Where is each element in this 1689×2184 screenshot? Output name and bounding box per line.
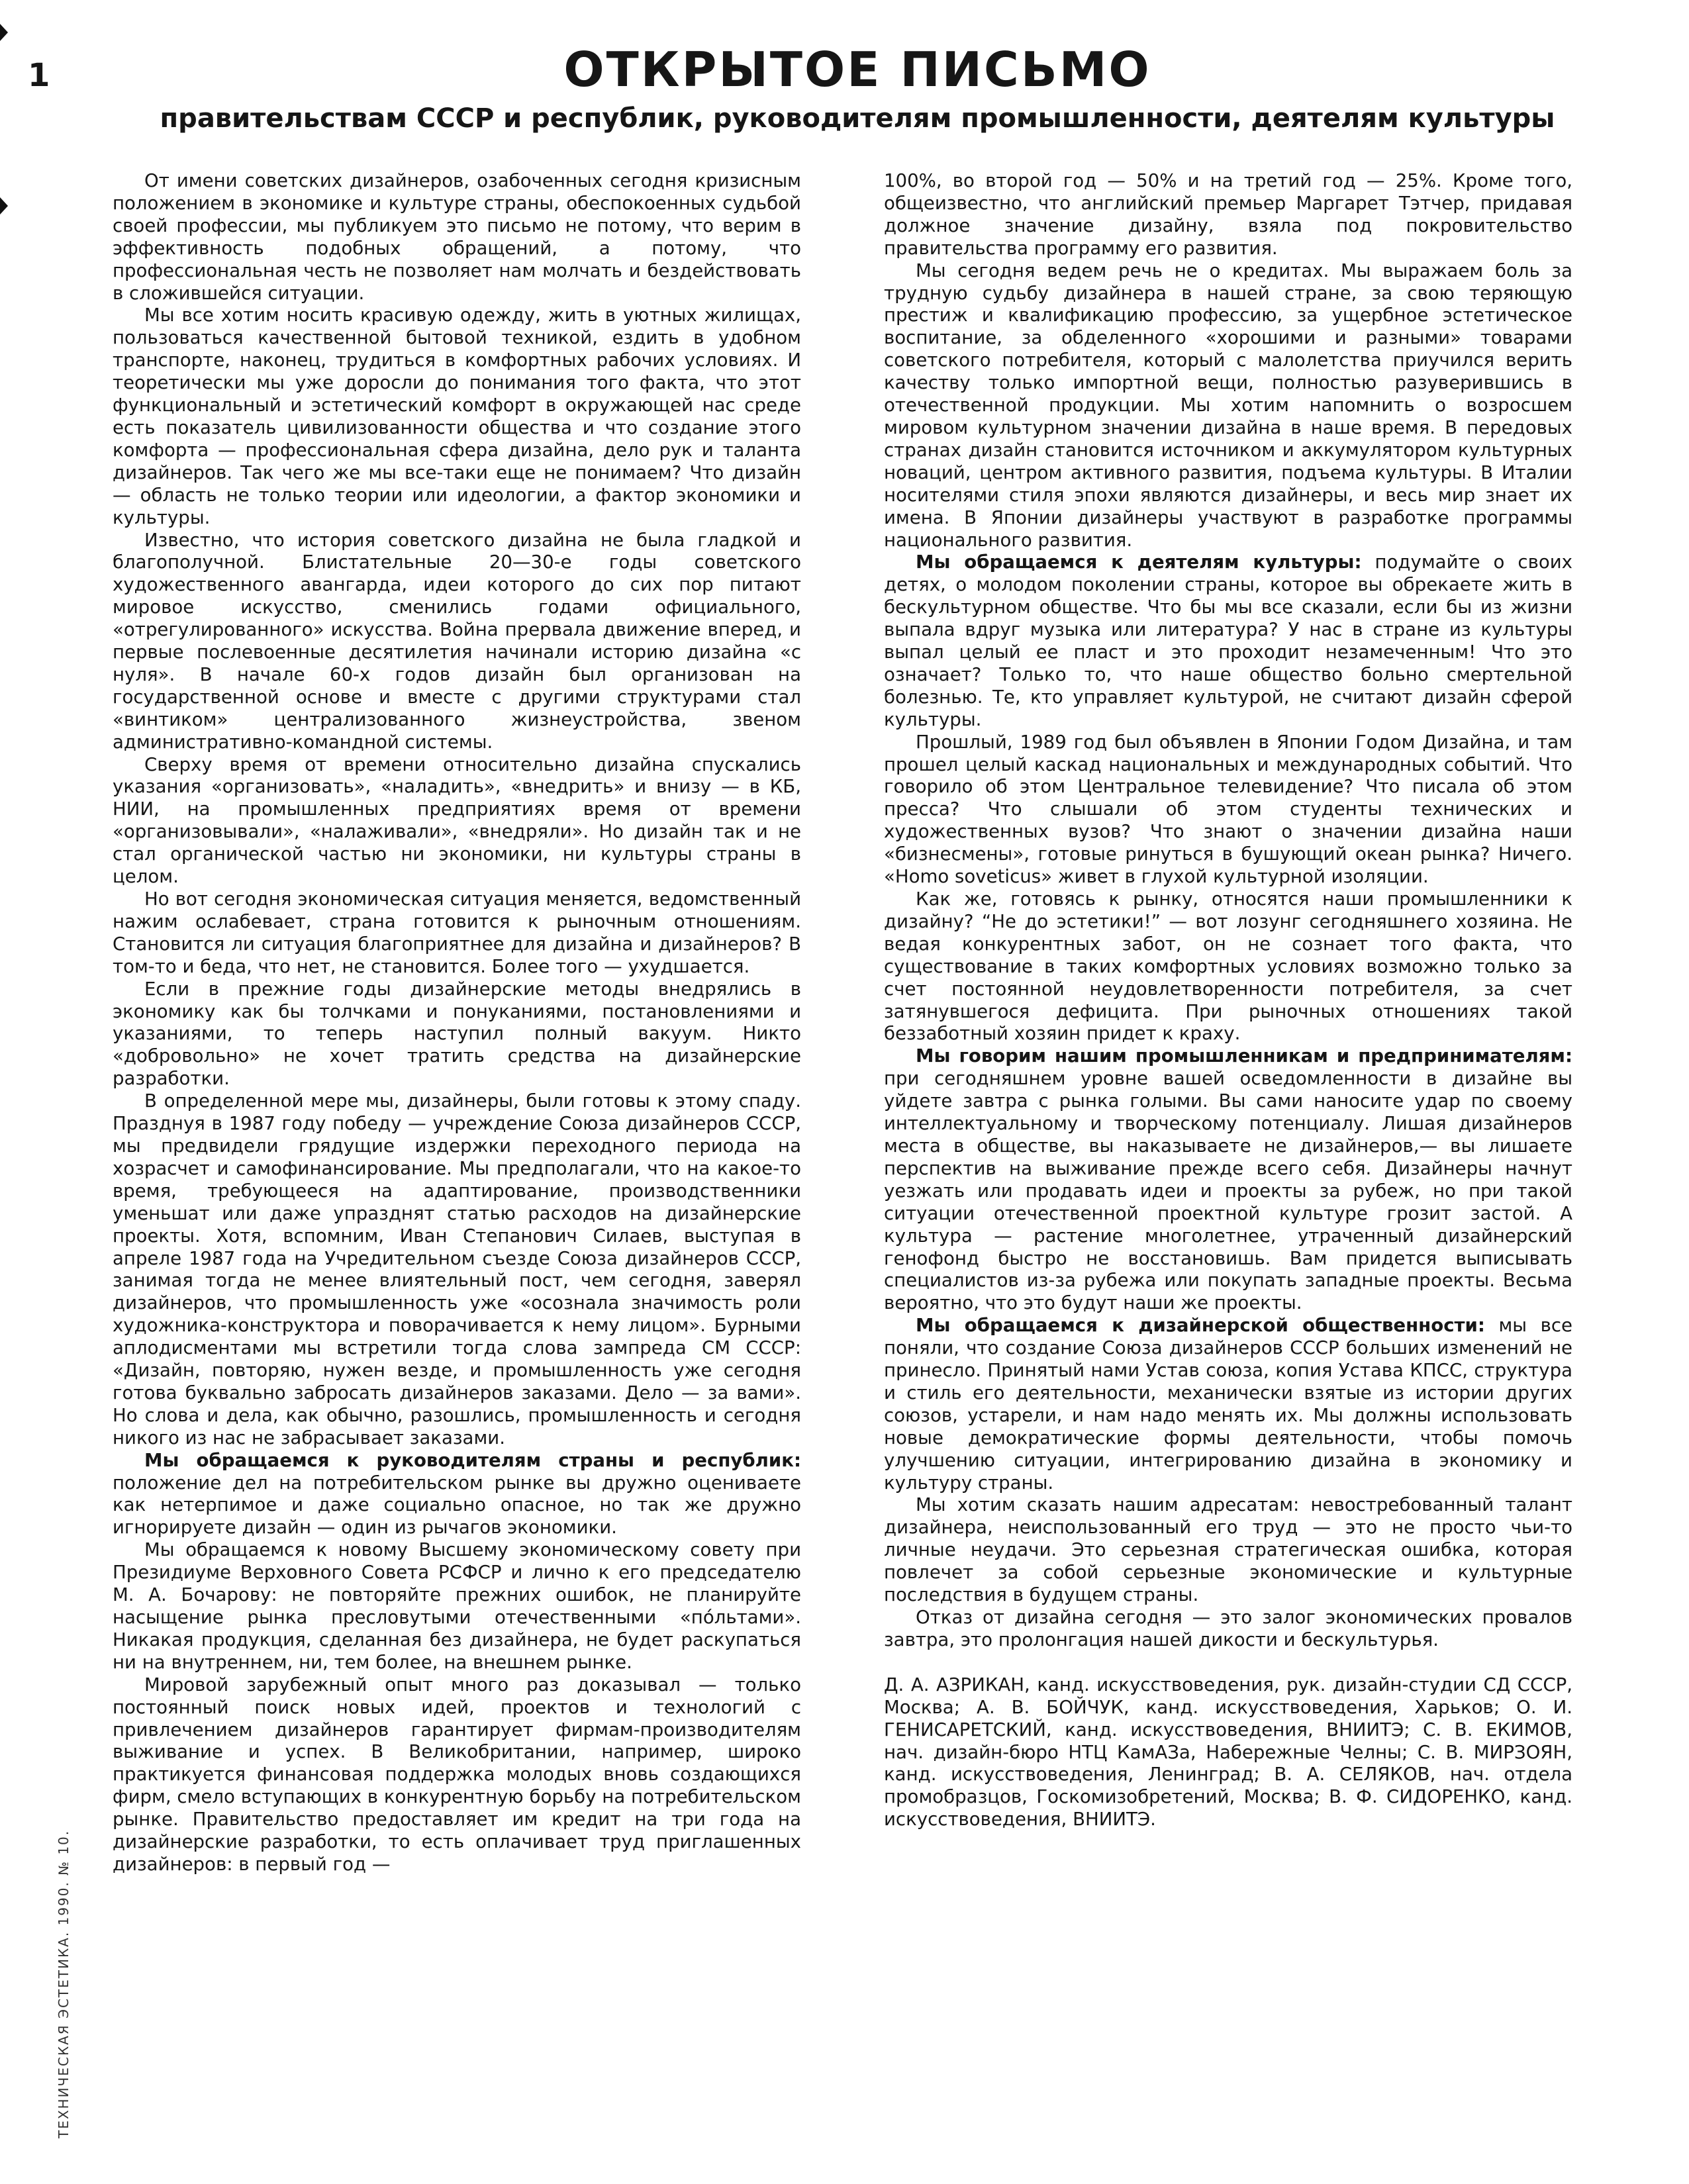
paragraph	[113, 888, 801, 978]
right-text-column	[884, 169, 1572, 1830]
signatories: Д. А. АЗРИКАН, канд. искусствоведения, рук. дизайн-студии СД СССР, Москва; А. В. БОЙЧУК, канд. искусствоведения, Харьков; О. И. ГЕНИСАРЕТСКИЙ, канд. искусствоведения, ВНИИТЭ; С. В. ЕКИМОВ, нач. дизайн-бюро НТЦ КамАЗа, Набережные Челны; С. В. МИРЗОЯН, канд. искусствоведения, Ленинград; В. А. СЕЛЯКОВ, нач. отдела промобразцов, Госкомизобретений, Москва; В. Ф. СИДОРЕНКО, канд. искусствоведения, ВНИИТЭ.	[884, 1673, 1572, 1830]
paragraph-lead: Мы обращаемся к деятелям культуры:	[916, 551, 1362, 573]
paragraph	[113, 529, 801, 753]
paragraph-text: Мы обращаемся к новому Высшему экономическому совету при Президиуме Верховного Совета РСФСР и лично к его председателю М. А. Бочарову: не повторяйте прежних ошибок, не планируйте насыщение рынка пресловутыми отечественными «пóльтами». Никакая продукция, сделанная без дизайнера, не будет раскупаться ни на внутреннем, ни, тем более, на внешнем рынке.	[113, 1539, 801, 1673]
paragraph-text: Мы все хотим носить красивую одежду, жить в уютных жилищах, пользоваться качественной бытовой техникой, ездить в удобном транспорте, наконец, трудиться в комфортных рабочих условиях. И теоретически мы уже доросли до понимания того факта, что этот функциональный и эстетический комфорт в окружающей нас среде есть показатель цивилизованности общества и что создание этого комфорта — профессиональная сфера дизайна, дело рук и таланта дизайнеров. Так чего же мы все-таки еще не понимаем? Что дизайн — область не только теории или идеологии, а фактор экономики и культуры.	[113, 304, 801, 528]
paragraph-text: Отказ от дизайна сегодня — это залог экономических провалов завтра, это пролонгация нашей дикости и бескультурья.	[884, 1606, 1572, 1650]
paragraph	[113, 1539, 801, 1673]
paragraph	[884, 1606, 1572, 1651]
paragraph	[884, 1314, 1572, 1494]
paragraph-text: От имени советских дизайнеров, озабоченных сегодня кризисным положением в экономике и культуре страны, обеспокоенных судьбой своей профессии, мы публикуем это письмо не потому, что верим в эффективность подобных обращений, а потому, что профессиональная честь не позволяет нам молчать и бездействовать в сложившейся ситуации.	[113, 169, 801, 304]
page-edge-marker-top	[0, 24, 8, 41]
paragraph-text: Если в прежние годы дизайнерские методы внедрялись в экономику как бы толчками и понуканиями, постановлениями и указаниями, то теперь наступил полный вакуум. Никто «добровольно» не хочет тратить средства на дизайнерские разработки.	[113, 977, 801, 1090]
paragraph-text: Как же, готовясь к рынку, относятся наши промышленники к дизайну? “Не до эстетики!” — вот лозунг сегодняшнего хозяина. Не ведая конкурентных забот, он не сознает того факта, что существование в таких комфортных условиях возможно только за счет постоянной неудовлетворенности потребителя, за счет затянувшегося дефицита. При рыночных отношениях такой беззаботный хозяин придет к краху.	[884, 888, 1572, 1045]
paragraph	[113, 169, 801, 304]
paragraph-text: подумайте о своих детях, о молодом поколении страны, которое вы обрекаете жить в бескультурном обществе. Что бы мы все сказали, если бы из жизни выпала вдруг музыка или литература? У нас в стране из культуры выпал целый ее пласт и это проходит незамеченным! Что это означает? Только то, что наше общество больно смертельной болезнью. Те, кто управляет культурой, не считают дизайн сферой культуры.	[884, 551, 1572, 730]
paragraph	[884, 260, 1572, 551]
paragraph-text: Сверху время от времени относительно дизайна спускались указания «организовать», «наладить», «внедрить» и внизу — в КБ, НИИ, на промышленных предприятиях время от времени «организовывали», «налаживали», «внедряли». Но дизайн так и не стал органической частью ни экономики, ни культуры страны в целом.	[113, 753, 801, 888]
left-text-column	[113, 169, 801, 1875]
journal-citation: ТЕХНИЧЕСКАЯ ЭСТЕТИКА. 1990. № 10.	[56, 1829, 72, 2138]
paragraph-text: Мы сегодня ведем речь не о кредитах. Мы выражаем боль за трудную судьбу дизайнера в нашей стране, за свою теряющую престиж и квалификацию профессию, за ущербное эстетическое воспитание, за обделенного «хорошими и разными» товарами советского потребителя, который с малолетства приучился верить качеству только импортной вещи, полностью разуверившись в отечественной продукции. Мы хотим напомнить о возросшем мировом культурном значении дизайна в наше время. В передовых странах дизайн становится источником и аккумулятором культурных новаций, центром активного развития, подъема культуры. В Италии носителями стиля эпохи являются дизайнеры, и весь мир знает их имена. В Японии дизайнеры участвуют в разработке программы национального развития.	[884, 259, 1572, 551]
paragraph	[113, 1090, 801, 1449]
paragraph-text: при сегодняшнем уровне вашей осведомленности в дизайне вы уйдете завтра с рынка голыми. Вы сами наносите удар по своему интеллектуальному и творческому потенциалу. Лишая дизайнеров места в обществе, вы наказываете не дизайнеров,— вы лишаете перспектив на выживание прежде всего себя. Дизайнеры начнут уезжать или продавать идеи и проекты за рубеж, но при такой ситуации отечественной проектной культуре грозит застой. А культура — растение многолетнее, утраченный дизайнерский генофонд быстро не восстановишь. Вам придется выписывать специалистов из-за рубежа или покупать западные проекты. Весьма вероятно, что это будут наши же проекты.	[884, 1067, 1572, 1314]
paragraph	[113, 753, 801, 888]
paragraph	[884, 731, 1572, 888]
paragraph-text: Известно, что история советского дизайна не была гладкой и благополучной. Блистательные 20—30-е годы советского художественного авангарда, идеи которого до сих пор питают мировое искусство, сменились годами официального, «отрегулированного» искусства. Война прервала движение вперед, и первые послевоенные десятилетия начинали историю дизайна «с нуля». В начале 60-х годов дизайн был организован на государственной основе и вместе с другими структурами стал «винтиком» централизованного жизнеустройства, звеном административно-командной системы.	[113, 528, 801, 753]
paragraph-lead: Мы обращаемся к дизайнерской общественности:	[916, 1314, 1485, 1337]
paragraph-text: В определенной мере мы, дизайнеры, были готовы к этому спаду. Празднуя в 1987 году победу — учреждение Союза дизайнеров СССР, мы предвидели грядущие издержки переходного периода на хозрасчет и самофинансирование. Мы предполагали, что на какое-то время, требующееся на адаптирование, производственники уменьшат или даже упразднят статью расходов на дизайнерские проекты. Хотя, вспомним, Иван Степанович Силаев, выступая в апреле 1987 года на Учредительном съезде Союза дизайнеров СССР, занимая тогда не менее влиятельный пост, чем сегодня, заверял дизайнеров, что промышленность уже «осознала значимость роли художника-конструктора и поворачивается к нему лицом». Бурными аплодисментами мы встретили тогда слова зампреда СМ СССР: «Дизайн, повторяю, нужен везде, и промышленность уже сегодня готова буквально забросать дизайнеров заказами. Дело — за вами». Но слова и дела, как обычно, разошлись, промышленность и сегодня никого из нас не забрасывает заказами.	[113, 1090, 801, 1448]
paragraph	[884, 1494, 1572, 1606]
page-number: 1	[28, 57, 50, 94]
paragraph-lead: Мы обращаемся к руководителям страны и республик:	[144, 1448, 801, 1471]
paragraph-text: Мы хотим сказать нашим адресатам: невостребованный талант дизайнера, неиспользованный его труд — это не просто чьи-то личные неудачи. Это серьезная стратегическая ошибка, которая повлечет за собой серьезные экономические и культурные последствия в будущем страны.	[884, 1494, 1572, 1606]
page-subtitle: правительствам СССР и республик, руководителям промышленности, деятелям культуры	[160, 103, 1555, 134]
paragraph-text: Прошлый, 1989 год был объявлен в Японии Годом Дизайна, и там прошел целый каскад национальных и международных событий. Что говорило об этом Центральное телевидение? Что писала об этом пресса? Что слышали об этом студенты технических и художественных вузов? Что знают о значении дизайна наши «бизнесмены», готовые ринуться в бушующий океан рынка? Ничего. «Homo soveticus» живет в глухой культурной изоляции.	[884, 730, 1572, 888]
paragraph-text: положение дел на потребительском рынке вы дружно оцениваете как нетерпимое и даже социально опасное, но так же дружно игнорируете дизайн — один из рычагов экономики.	[113, 1471, 801, 1539]
paragraph-lead: Мы говорим нашим промышленникам и предпринимателям:	[916, 1045, 1572, 1067]
paragraph-text: Но вот сегодня экономическая ситуация меняется, ведомственный нажим ослабевает, страна готовится к рыночным отношениям. Становится ли ситуация благоприятнее для дизайна и дизайнеров? В том-то и беда, что нет, не становится. Более того — ухудшается.	[113, 888, 801, 977]
paragraph	[113, 1449, 801, 1539]
paragraph	[884, 169, 1572, 260]
paragraph	[884, 1045, 1572, 1314]
page-edge-marker-middle	[0, 197, 8, 214]
paragraph	[113, 304, 801, 528]
letter-header	[113, 44, 1602, 134]
paragraph-text: Мировой зарубежный опыт много раз доказывал — только постоянный поиск новых идей, проектов и технологий с привлечением дизайнеров гарантирует фирмам-производителям выживание и успех. В Великобритании, например, широко практикуется финансовая поддержка молодых вновь создающихся фирм, смело вступающих в конкурентную борьбу на потребительском рынке. Правительство предоставляет им кредит на три года на дизайнерские разработки, то есть оплачивает труд приглашенных дизайнеров: в первый год —	[113, 1673, 801, 1875]
paragraph-text: 100%, во второй год — 50% и на третий год — 25%. Кроме того, общеизвестно, что английский премьер Маргарет Тэтчер, придавая должное значение дизайну, взяла под покровительство правительства программу его развития.	[884, 169, 1572, 259]
paragraph	[884, 551, 1572, 730]
paragraph	[884, 888, 1572, 1045]
paragraph-text: мы все поняли, что создание Союза дизайнеров СССР больших изменений не принесло. Принятый нами Устав союза, копия Устава КПСС, структура и стиль его деятельности, механически взятые из истории других союзов, устарели, и нам надо менять их. Мы должны использовать новые демократические формы деятельности, чтобы помочь улучшению ситуации, интегрированию дизайна в экономику и культуру страны.	[884, 1314, 1572, 1494]
paragraph	[113, 1674, 801, 1875]
page-title: ОТКРЫТОЕ ПИСЬМО	[563, 42, 1151, 97]
paragraph	[113, 978, 801, 1090]
